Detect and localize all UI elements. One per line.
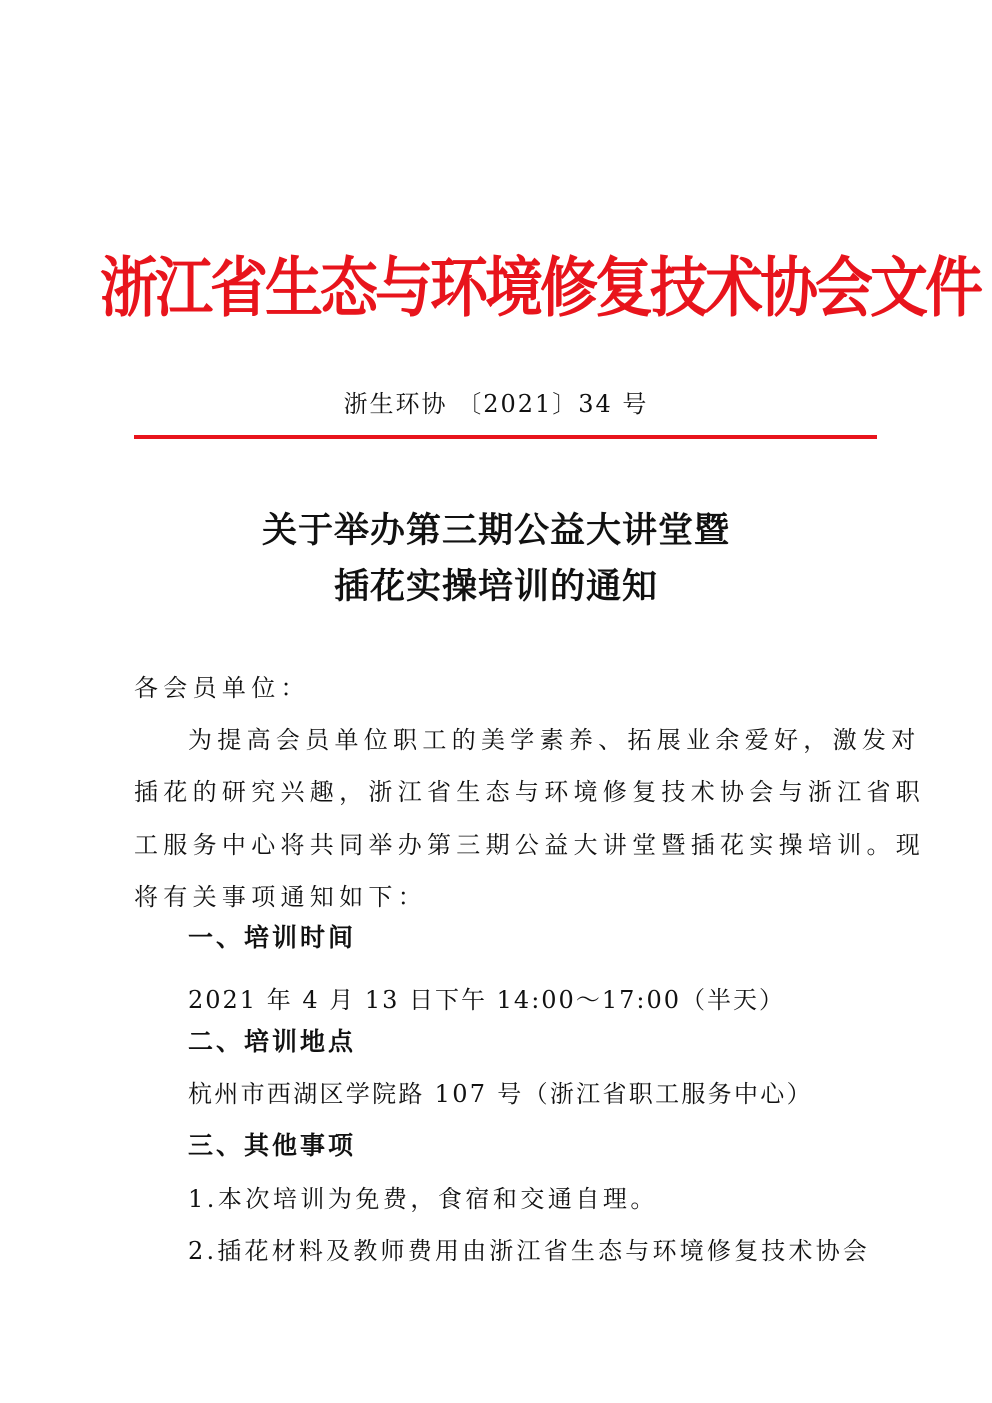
intro-line-2: 插花的研究兴趣，浙江省生态与环境修复技术协会与浙江省职 xyxy=(134,778,926,806)
section-heading-time: 一、培训时间 xyxy=(188,923,357,952)
red-divider xyxy=(134,435,877,439)
document-number: 浙生环协 〔2021〕34 号 xyxy=(343,390,649,418)
notice-title-line-2: 插花实操培训的通知 xyxy=(333,566,658,607)
other-item-1: 1.本次培训为免费，食宿和交通自理。 xyxy=(188,1185,658,1213)
intro-line-1: 为提高会员单位职工的美学素养、拓展业余爱好，激发对 xyxy=(188,726,921,754)
section-heading-location: 二、培训地点 xyxy=(188,1027,357,1056)
section-heading-other: 三、其他事项 xyxy=(188,1131,357,1160)
training-time: 2021 年 4 月 13 日下午 14:00～17:00（半天） xyxy=(188,986,785,1014)
notice-title-line-1: 关于举办第三期公益大讲堂暨 xyxy=(261,510,730,551)
training-location: 杭州市西湖区学院路 107 号（浙江省职工服务中心） xyxy=(188,1080,813,1108)
other-item-2: 2.插花材料及教师费用由浙江省生态与环境修复技术协会 xyxy=(188,1237,871,1265)
intro-line-3: 工服务中心将共同举办第三期公益大讲堂暨插花实操培训。现 xyxy=(134,831,926,859)
masthead-title: 浙江省生态与环境修复技术协会文件 xyxy=(100,249,981,326)
intro-line-4: 将有关事项通知如下： xyxy=(134,883,427,911)
salutation: 各会员单位： xyxy=(134,674,310,702)
